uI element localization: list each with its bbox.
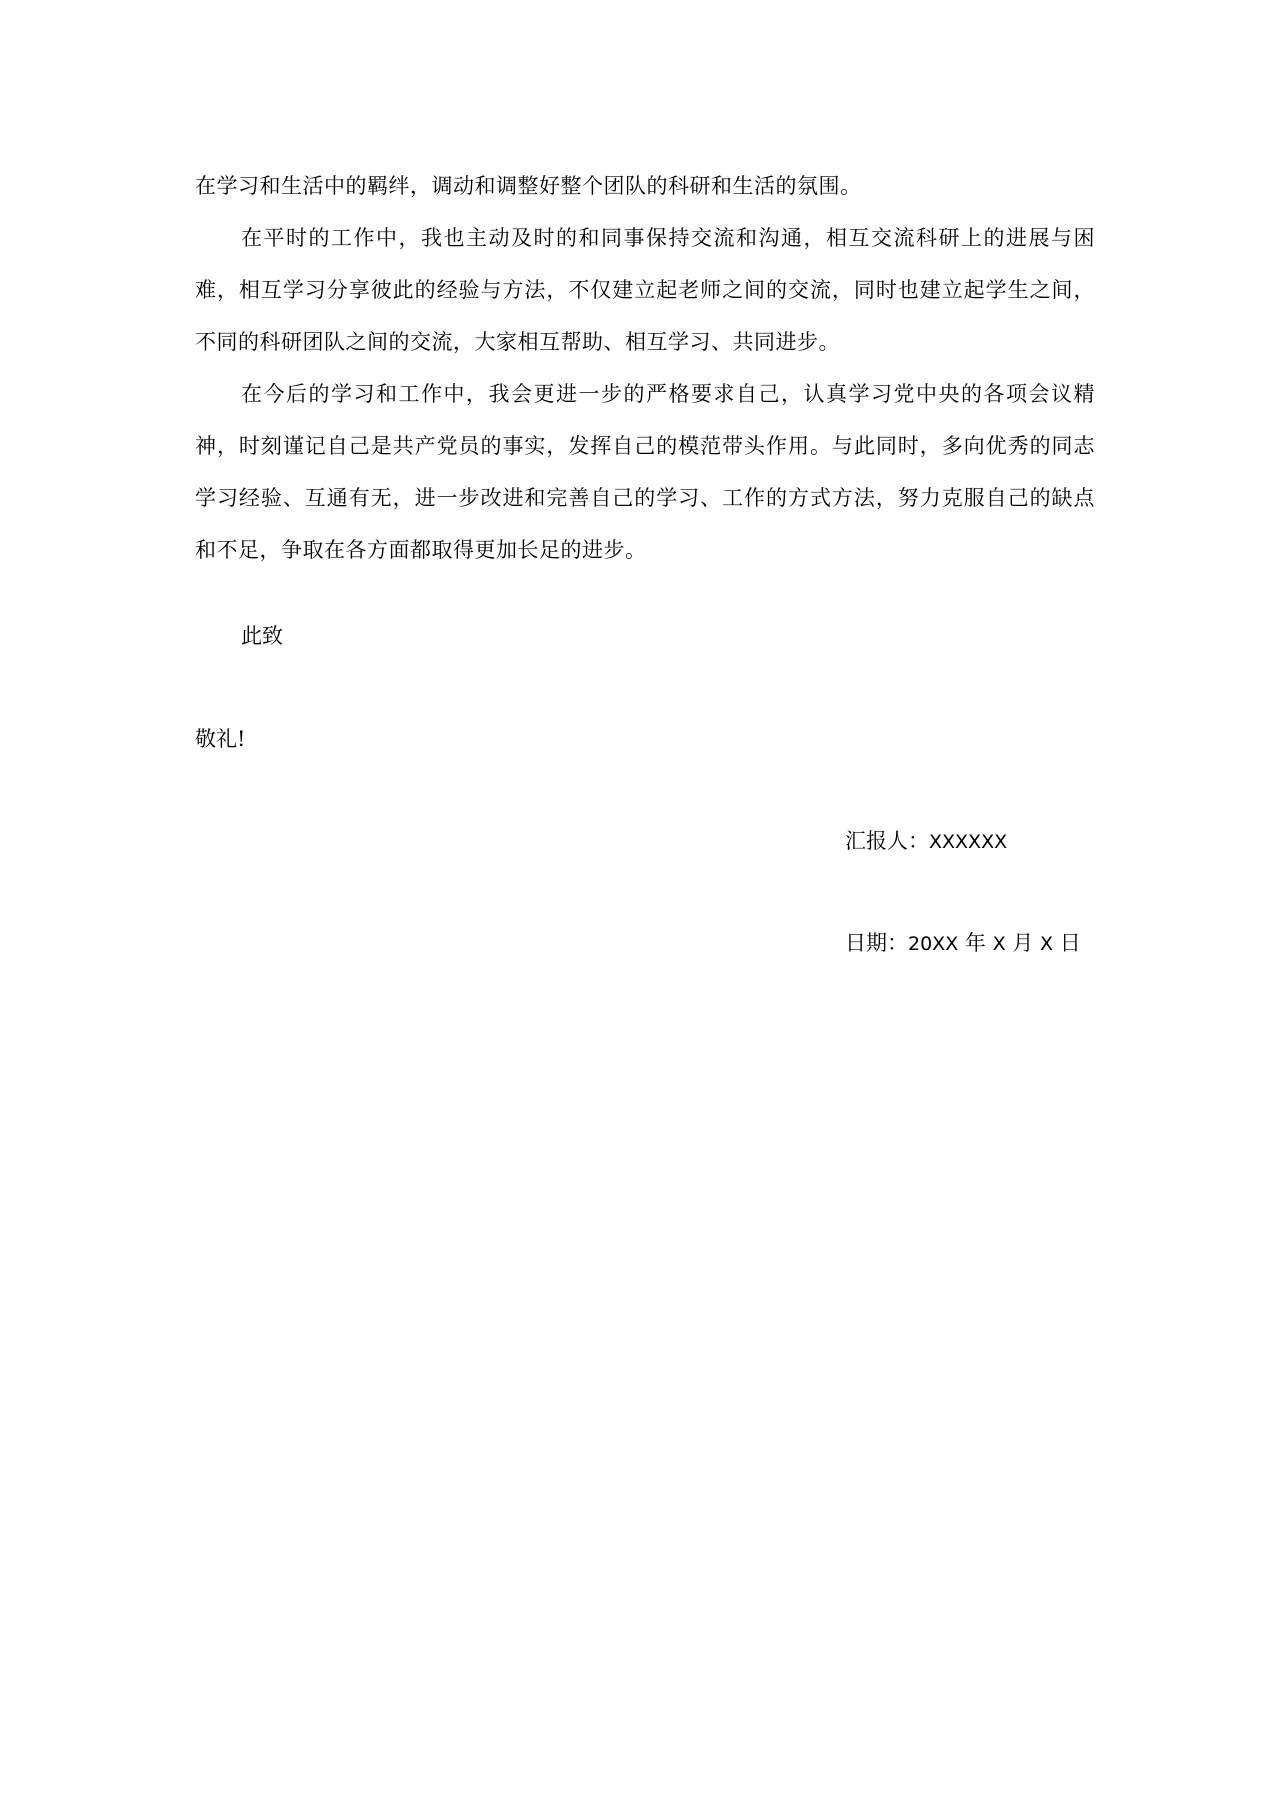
date-day-unit: 日: [1059, 931, 1081, 955]
date-year: 20XX: [908, 933, 959, 955]
date-label: 日期：: [845, 931, 908, 955]
date-year-unit: 年: [964, 931, 986, 955]
paragraph-future-plans: 在今后的学习和工作中，我会更进一步的严格要求自己，认真学习党中央的各项会议精神，时刻谨记自己是共产党员的事实，发挥自己的模范带头作用。与此同时，多向优秀的同志学习经验、互通有无，进一步改进和完善自己的学习、工作的方式方法，努力克服自己的缺点和不足，争取在各方面都取得更加长足的进步。: [195, 382, 1095, 562]
letter-body: [195, 160, 1095, 576]
closing-regards: 敬礼!: [195, 727, 246, 751]
date-day: X: [1040, 933, 1054, 955]
date-month: X: [992, 933, 1006, 955]
signer-label: 汇报人：: [845, 829, 929, 853]
date-line: [845, 928, 1081, 959]
signer-name: XXXXXX: [929, 831, 1008, 853]
closing-salutation: 此致: [241, 624, 283, 648]
date-month-unit: 月: [1012, 931, 1034, 955]
signature-line: [845, 826, 1007, 857]
paragraph-communication: 在平时的工作中，我也主动及时的和同事保持交流和沟通，相互交流科研上的进展与困难，相互学习分享彼此的经验与方法，不仅建立起老师之间的交流，同时也建立起学生之间，不同的科研团队之间的交流，大家相互帮助、相互学习、共同进步。: [195, 226, 1095, 354]
paragraph-continued: 在学习和生活中的羁绊，调动和调整好整个团队的科研和生活的氛围。: [195, 174, 862, 198]
